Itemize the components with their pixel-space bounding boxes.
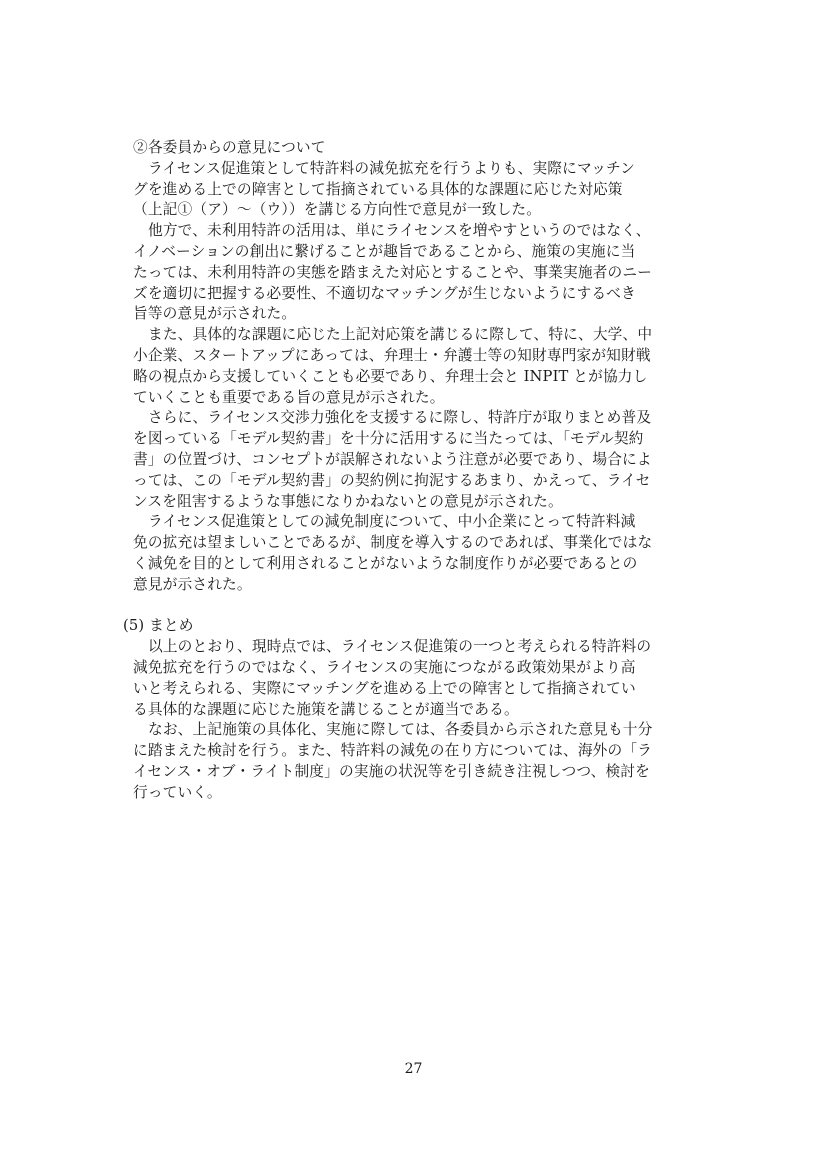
summary-paragraph-2 bbox=[133, 720, 711, 803]
paragraph-line: 旨等の意見が示された。 bbox=[133, 305, 297, 323]
paragraph-line: イセンス・オブ・ライト制度」の実施の状況等を引き続き注視しつつ、検討を bbox=[133, 762, 650, 780]
paragraph-line: 免の拡充は望ましいことであるが、制度を導入するのであれば、事業化ではな bbox=[133, 534, 653, 552]
paragraph-line: たっては、未利用特許の実態を踏まえた対応とすることや、事業実施者のニー bbox=[133, 263, 653, 281]
subheading-committee-opinions: ②各委員からの意見について bbox=[133, 139, 326, 156]
page-number: 27 bbox=[404, 1061, 423, 1077]
paragraph-line: ライセンス促進策としての減免制度について、中小企業にとって特許料減 bbox=[148, 513, 636, 531]
paragraph-line: ライセンス促進策として特許料の減免拡充を行うよりも、実際にマッチン bbox=[148, 159, 635, 177]
paragraph-line: 意見が示された。 bbox=[133, 575, 252, 593]
paragraph-2 bbox=[133, 221, 711, 325]
paragraph-line: イノベーションの創出に繋げることが趣旨であることから、施策の実施に当 bbox=[133, 242, 636, 260]
paragraph-line: 小企業、スタートアップにあっては、弁理士・弁護士等の知財専門家が知財戦 bbox=[133, 346, 651, 364]
paragraph-line: いと考えられる、実際にマッチングを進める上での障害として指摘されてい bbox=[133, 679, 636, 697]
paragraph-line: また、具体的な課題に応じた上記対応策を講じるに際して、特に、大学、中 bbox=[148, 326, 653, 344]
paragraph-line: を図っている「モデル契約書」を十分に活用するに当たっては、「モデル契約 bbox=[133, 430, 644, 448]
paragraph-line: く減免を目的として利用されることがないような制度作りが必要であるとの bbox=[133, 554, 638, 572]
paragraph-line: 行っていく。 bbox=[133, 783, 222, 801]
paragraph-4 bbox=[133, 408, 711, 512]
paragraph-line: なお、上記施策の具体化、実施に際しては、各委員から示された意見も十分 bbox=[148, 721, 653, 739]
summary-paragraph-1 bbox=[133, 637, 711, 720]
document-body bbox=[123, 138, 711, 804]
paragraph-line: っては、この「モデル契約書」の契約例に拘泥するあまり、かえって、ライセ bbox=[133, 471, 651, 489]
paragraph-line: さらに、ライセンス交渉力強化を支援するに際し、特許庁が取りまとめ普及 bbox=[148, 409, 652, 427]
paragraph-5 bbox=[133, 512, 711, 595]
paragraph-line: （上記①（ア）～（ウ））を講じる方向性で意見が一致した。 bbox=[133, 201, 542, 219]
paragraph-line: 以上のとおり、現時点では、ライセンス促進策の一つと考えられる特許料の bbox=[148, 638, 652, 656]
paragraph-line: ンスを阻害するような事態になりかねないとの意見が示された。 bbox=[133, 492, 563, 510]
paragraph-line: 書」の位置づけ、コンセプトが誤解されないよう注意が必要であり、場合によ bbox=[133, 450, 652, 468]
paragraph-line: る具体的な課題に応じた施策を講じることが適当である。 bbox=[133, 700, 519, 718]
paragraph-3 bbox=[133, 325, 711, 408]
paragraph-line: ズを適切に把握する必要性、不適切なマッチングが生じないようにするべき bbox=[133, 284, 636, 302]
paragraph-line: 減免拡充を行うのではなく、ライセンスの実施につながる政策効果がより高 bbox=[133, 658, 636, 676]
paragraph-line: ていくことも重要である旨の意見が示された。 bbox=[133, 388, 445, 406]
paragraph-line: に踏まえた検討を行う。また、特許料の減免の在り方については、海外の「ラ bbox=[133, 742, 653, 760]
section-heading-summary: (5) まとめ bbox=[123, 617, 194, 635]
paragraph-line: グを進める上での障害として指摘されている具体的な課題に応じた対応策 bbox=[133, 180, 623, 198]
spacer bbox=[133, 596, 711, 617]
paragraph-line: 略の視点から支援していくことも必要であり、弁理士会と INPIT とが協力し bbox=[133, 367, 648, 385]
paragraph-1 bbox=[133, 159, 711, 221]
paragraph-line: 他方で、未利用特許の活用は、単にライセンスを増やすというのではなく、 bbox=[148, 222, 651, 240]
